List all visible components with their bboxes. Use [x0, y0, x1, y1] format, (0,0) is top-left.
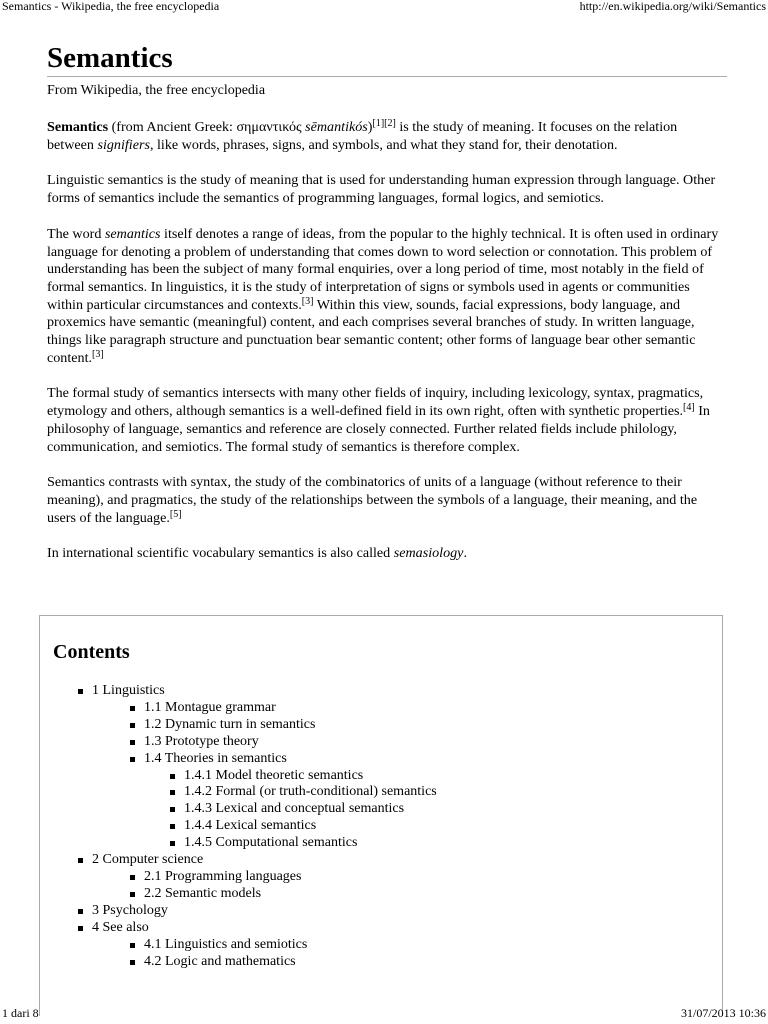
toc-item-2-1[interactable]: 2.1 Programming languages [130, 869, 437, 886]
citation-link[interactable]: [3] [92, 348, 104, 360]
toc-item-1-3[interactable]: 1.3 Prototype theory [130, 734, 437, 751]
semantics-term: semantics [104, 225, 161, 242]
toc-item-4-1[interactable]: 4.1 Linguistics and semiotics [130, 937, 437, 954]
intro-paragraph-4: The formal study of semantics intersects with many other fields of inquiry, including lexicology, syntax, pragmatics, etymology and others, although semantics is a well-defined field in its own right, often with synthetic properties.[4] In philosophy of language, semantics and reference are closely connected. Further related fields include philology, communication, and semiotics. The formal study of semantics is therefore complex. [47, 385, 710, 455]
title-divider [47, 76, 727, 77]
intro-paragraph-2: Linguistic semantics is the study of meaning that is used for understanding human expression through language. Other forms of semantics include the semantics of programming languages, formal logics, and semiotics. [47, 172, 716, 207]
greek-term: σημαντικός [236, 119, 302, 135]
print-header [0, 0, 768, 14]
toc-item-1-4[interactable]: 1.4 Theories in semantics 1.4.1 Model theoretic semantics 1.4.2 Formal (or truth-conditional) semantics 1.4.3 Lexical and conceptual semantics 1.4.4 Lexical semantics 1.4.5 Computational semantics [130, 751, 437, 852]
toc-item-1-4-1[interactable]: 1.4.1 Model theoretic semantics [170, 768, 437, 785]
table-of-contents [39, 615, 723, 1016]
intro-paragraph-1: Semantics (from Ancient Greek: σημαντικός sēmantikós)[1][2] is the study of meaning. It focuses on the relation between signifiers, like words, phrases, signs, and symbols, and what they stand for, their denotation. [47, 118, 678, 153]
lead-term: Semantics [47, 119, 109, 135]
citation-link[interactable]: [4] [683, 402, 695, 414]
page-indicator: 1 dari 8 [2, 1006, 39, 1020]
toc-list [78, 683, 437, 970]
print-footer [0, 1007, 768, 1021]
toc-item-2-2[interactable]: 2.2 Semantic models [130, 886, 437, 903]
toc-item-3[interactable]: 3 Psychology [78, 903, 437, 920]
citation-link[interactable]: [5] [169, 508, 182, 520]
toc-item-4[interactable]: 4 See also 4.1 Linguistics and semiotics 4.2 Logic and mathematics [78, 920, 437, 971]
toc-item-1-4-5[interactable]: 1.4.5 Computational semantics [170, 835, 437, 852]
toc-item-1-1[interactable]: 1.1 Montague grammar [130, 700, 437, 717]
intro-paragraph-6: In international scientific vocabulary semantics is also called semasiology. [47, 545, 467, 562]
toc-item-1-4-4[interactable]: 1.4.4 Lexical semantics [170, 818, 437, 835]
article [47, 40, 727, 563]
citation-link[interactable]: [3] [301, 295, 314, 307]
toc-item-4-2[interactable]: 4.2 Logic and mathematics [130, 954, 437, 971]
transliteration: sēmantikós [305, 119, 368, 135]
print-page-title: Semantics - Wikipedia, the free encyclopedia [2, 0, 220, 13]
toc-item-1-4-3[interactable]: 1.4.3 Lexical and conceptual semantics [170, 801, 437, 818]
intro-paragraph-5: Semantics contrasts with syntax, the study of the combinatorics of units of a language (without reference to their meaning), and pragmatics, the study of the relationships between the symbols of a language, their meaning, and the users of the language.[5] [47, 474, 698, 526]
signifiers-link[interactable]: signifiers [97, 136, 150, 153]
toc-title: Contents [53, 641, 130, 663]
page-subtitle: From Wikipedia, the free encyclopedia [47, 83, 266, 98]
semasiology-term: semasiology [393, 545, 464, 562]
print-datetime: 31/07/2013 10:36 [680, 1006, 766, 1020]
toc-item-1-4-2[interactable]: 1.4.2 Formal (or truth-conditional) semantics [170, 784, 437, 801]
toc-item-1-2[interactable]: 1.2 Dynamic turn in semantics [130, 717, 437, 734]
intro-paragraph-3: The word semantics itself denotes a range of ideas, from the popular to the highly technical. It is often used in ordinary language for denoting a problem of understanding that comes down to word selection or connotation. This problem of understanding has been the subject of many formal enquiries, over a long period of time, most notably in the field of formal semantics. In linguistics, it is the study of interpretation of signs or symbols used in agents or communities within particular circumstances and contexts.[3] Within this view, sounds, facial expressions, body language, and proxemics have semantic (meaningful) content, and each comprises several branches of study. In written language, things like paragraph structure and punctuation bear semantic content; other forms of language bear other semantic content.[3] [47, 225, 719, 366]
toc-item-2[interactable]: 2 Computer science 2.1 Programming languages 2.2 Semantic models [78, 852, 437, 903]
page-title: Semantics [47, 42, 173, 74]
print-url[interactable]: http://en.wikipedia.org/wiki/Semantics [579, 0, 766, 13]
toc-item-1[interactable]: 1 Linguistics 1.1 Montague grammar 1.2 Dynamic turn in semantics 1.3 Prototype theory 1.4 Theories in semantics 1.4.1 Model theoretic semantics 1.4.2 Formal (or truth-conditional) semantics 1.4.3 Lexical and conceptual semantics 1.4.4 Lexical semantics 1.4.5 Computational semantics [78, 683, 437, 852]
citation-link[interactable]: [1][2] [372, 118, 396, 129]
